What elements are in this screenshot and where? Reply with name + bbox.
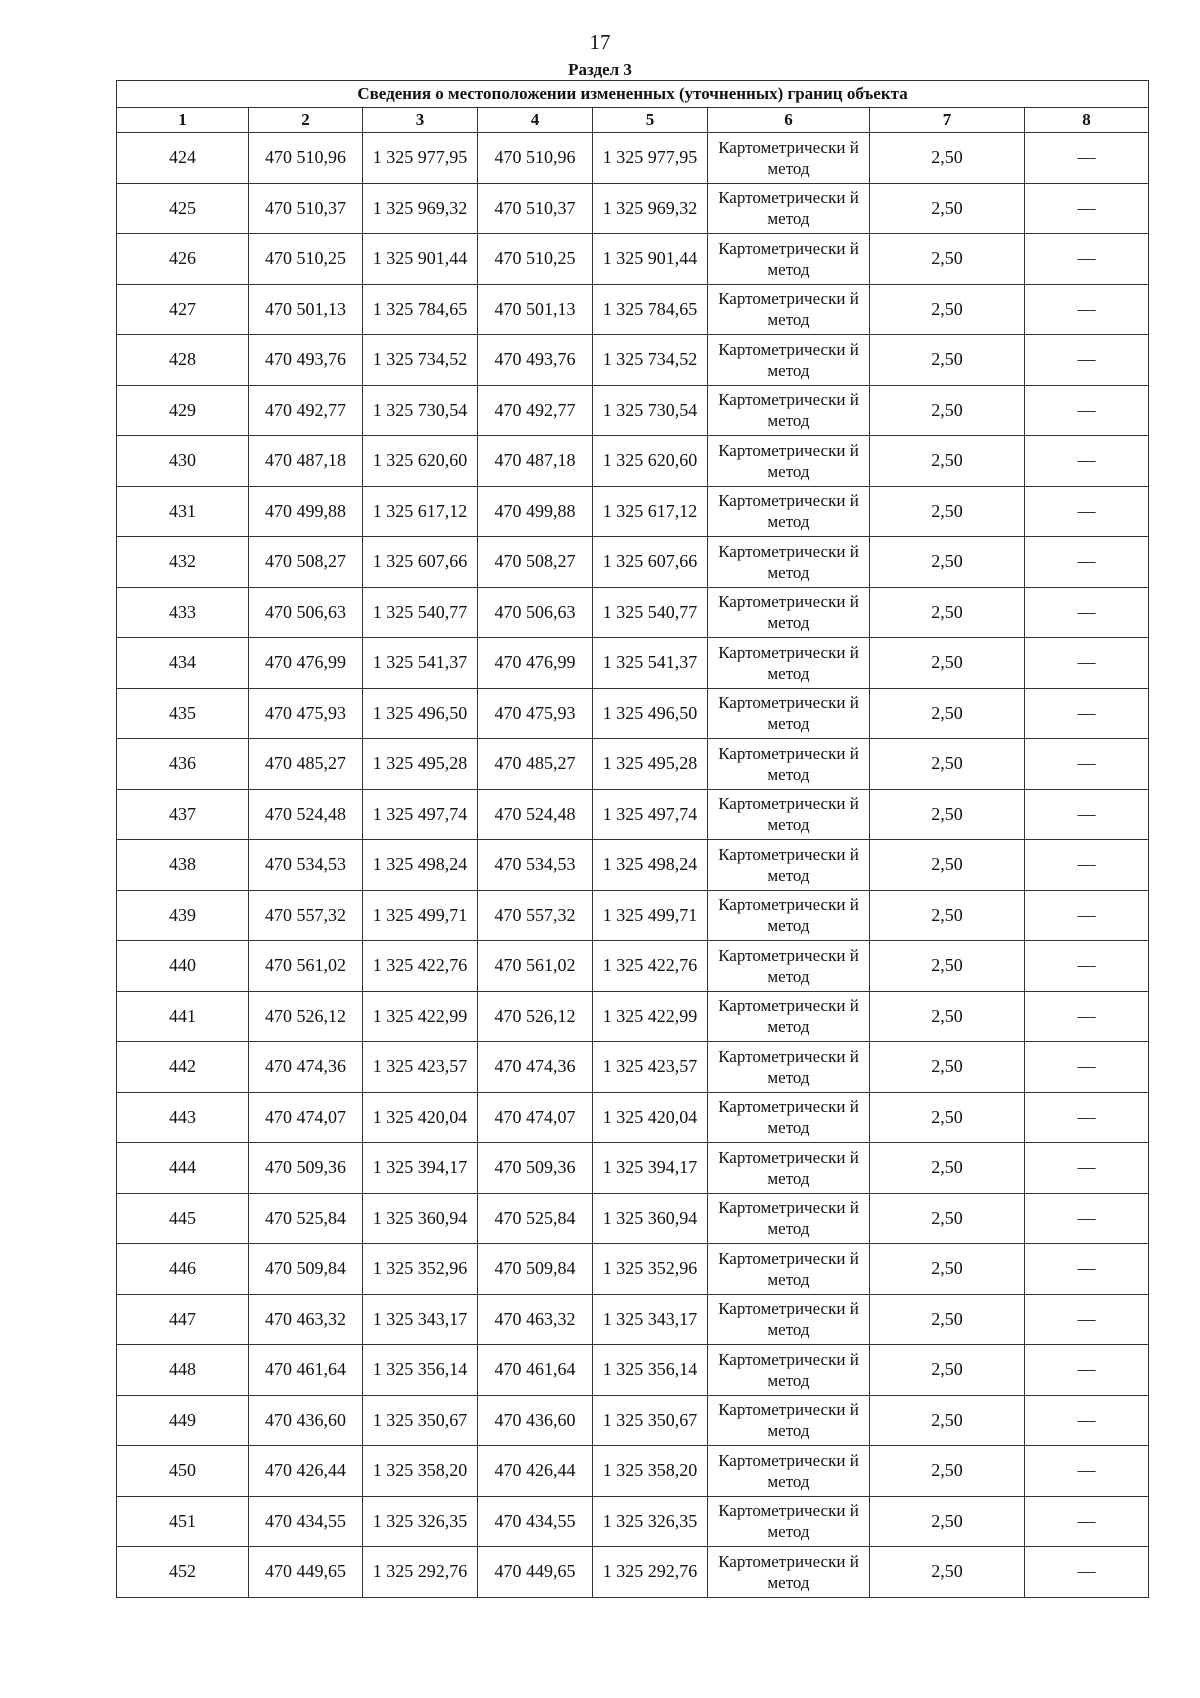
cell-y-new: 1 325 422,76 [593, 941, 708, 992]
cell-x-old: 470 436,60 [249, 1395, 363, 1446]
cell-x-new: 470 526,12 [478, 991, 593, 1042]
cell-description: — [1025, 1294, 1149, 1345]
column-number-8: 8 [1025, 108, 1149, 133]
cell-y-new: 1 325 394,17 [593, 1143, 708, 1194]
table-row [117, 688, 1149, 739]
cell-accuracy: 2,50 [870, 1143, 1025, 1194]
cell-method: Картометрически й метод [708, 1143, 870, 1194]
cell-x-old: 470 509,84 [249, 1244, 363, 1295]
cell-point-number: 442 [117, 1042, 249, 1093]
cell-point-number: 431 [117, 486, 249, 537]
table-row [117, 385, 1149, 436]
table-row [117, 739, 1149, 790]
cell-point-number: 441 [117, 991, 249, 1042]
cell-method: Картометрически й метод [708, 183, 870, 234]
table-row [117, 638, 1149, 689]
cell-y-old: 1 325 394,17 [363, 1143, 478, 1194]
cell-method: Картометрически й метод [708, 1446, 870, 1497]
cell-y-new: 1 325 541,37 [593, 638, 708, 689]
cell-description: — [1025, 284, 1149, 335]
cell-x-old: 470 510,25 [249, 234, 363, 285]
cell-x-old: 470 492,77 [249, 385, 363, 436]
cell-point-number: 430 [117, 436, 249, 487]
cell-y-new: 1 325 350,67 [593, 1395, 708, 1446]
cell-y-old: 1 325 496,50 [363, 688, 478, 739]
table-row [117, 234, 1149, 285]
cell-accuracy: 2,50 [870, 1092, 1025, 1143]
cell-y-new: 1 325 326,35 [593, 1496, 708, 1547]
cell-y-old: 1 325 977,95 [363, 133, 478, 184]
cell-x-new: 470 561,02 [478, 941, 593, 992]
cell-method: Картометрически й метод [708, 436, 870, 487]
cell-method: Картометрически й метод [708, 1092, 870, 1143]
cell-accuracy: 2,50 [870, 1345, 1025, 1396]
cell-description: — [1025, 1042, 1149, 1093]
cell-x-old: 470 434,55 [249, 1496, 363, 1547]
cell-accuracy: 2,50 [870, 1294, 1025, 1345]
cell-y-new: 1 325 497,74 [593, 789, 708, 840]
cell-y-new: 1 325 734,52 [593, 335, 708, 386]
cell-point-number: 445 [117, 1193, 249, 1244]
column-number-2: 2 [249, 108, 363, 133]
cell-accuracy: 2,50 [870, 1446, 1025, 1497]
cell-method: Картометрически й метод [708, 1193, 870, 1244]
cell-description: — [1025, 1092, 1149, 1143]
cell-accuracy: 2,50 [870, 385, 1025, 436]
cell-x-new: 470 434,55 [478, 1496, 593, 1547]
column-number-4: 4 [478, 108, 593, 133]
cell-point-number: 437 [117, 789, 249, 840]
cell-x-new: 470 493,76 [478, 335, 593, 386]
cell-point-number: 449 [117, 1395, 249, 1446]
cell-x-new: 470 476,99 [478, 638, 593, 689]
cell-accuracy: 2,50 [870, 486, 1025, 537]
cell-accuracy: 2,50 [870, 1244, 1025, 1295]
cell-y-old: 1 325 326,35 [363, 1496, 478, 1547]
cell-x-new: 470 534,53 [478, 840, 593, 891]
table-row [117, 335, 1149, 386]
cell-y-new: 1 325 499,71 [593, 890, 708, 941]
table-row [117, 587, 1149, 638]
cell-x-old: 470 508,27 [249, 537, 363, 588]
cell-x-old: 470 499,88 [249, 486, 363, 537]
cell-accuracy: 2,50 [870, 688, 1025, 739]
table-row [117, 486, 1149, 537]
cell-description: — [1025, 537, 1149, 588]
cell-x-old: 470 534,53 [249, 840, 363, 891]
table-row [117, 1496, 1149, 1547]
cell-x-old: 470 525,84 [249, 1193, 363, 1244]
cell-description: — [1025, 941, 1149, 992]
cell-description: — [1025, 1496, 1149, 1547]
cell-accuracy: 2,50 [870, 284, 1025, 335]
column-number-6: 6 [708, 108, 870, 133]
cell-x-old: 470 475,93 [249, 688, 363, 739]
cell-method: Картометрически й метод [708, 1294, 870, 1345]
table-body [117, 133, 1149, 1598]
cell-point-number: 426 [117, 234, 249, 285]
cell-method: Картометрически й метод [708, 133, 870, 184]
cell-accuracy: 2,50 [870, 133, 1025, 184]
cell-y-new: 1 325 352,96 [593, 1244, 708, 1295]
cell-description: — [1025, 840, 1149, 891]
section-title: Раздел 3 [568, 60, 632, 79]
cell-x-new: 470 475,93 [478, 688, 593, 739]
table-row [117, 436, 1149, 487]
table-caption: Сведения о местоположении измененных (уточненных) границ объекта [117, 81, 1149, 108]
cell-y-old: 1 325 292,76 [363, 1547, 478, 1598]
boundary-table [116, 80, 1149, 1598]
cell-accuracy: 2,50 [870, 587, 1025, 638]
cell-y-old: 1 325 358,20 [363, 1446, 478, 1497]
cell-x-new: 470 510,25 [478, 234, 593, 285]
cell-method: Картометрически й метод [708, 1496, 870, 1547]
cell-description: — [1025, 335, 1149, 386]
cell-y-new: 1 325 356,14 [593, 1345, 708, 1396]
cell-point-number: 450 [117, 1446, 249, 1497]
cell-method: Картометрически й метод [708, 335, 870, 386]
table-row [117, 789, 1149, 840]
cell-point-number: 425 [117, 183, 249, 234]
cell-x-new: 470 509,36 [478, 1143, 593, 1194]
cell-method: Картометрически й метод [708, 890, 870, 941]
cell-x-new: 470 485,27 [478, 739, 593, 790]
cell-y-old: 1 325 901,44 [363, 234, 478, 285]
cell-point-number: 447 [117, 1294, 249, 1345]
cell-description: — [1025, 638, 1149, 689]
cell-x-new: 470 510,37 [478, 183, 593, 234]
cell-description: — [1025, 1547, 1149, 1598]
cell-y-new: 1 325 420,04 [593, 1092, 708, 1143]
cell-description: — [1025, 688, 1149, 739]
cell-x-old: 470 510,37 [249, 183, 363, 234]
cell-y-new: 1 325 343,17 [593, 1294, 708, 1345]
cell-method: Картометрически й метод [708, 1345, 870, 1396]
cell-y-new: 1 325 607,66 [593, 537, 708, 588]
cell-description: — [1025, 739, 1149, 790]
cell-description: — [1025, 890, 1149, 941]
cell-y-old: 1 325 497,74 [363, 789, 478, 840]
cell-accuracy: 2,50 [870, 183, 1025, 234]
cell-x-old: 470 474,36 [249, 1042, 363, 1093]
cell-description: — [1025, 133, 1149, 184]
cell-point-number: 424 [117, 133, 249, 184]
cell-y-old: 1 325 969,32 [363, 183, 478, 234]
cell-y-old: 1 325 730,54 [363, 385, 478, 436]
table-row [117, 1446, 1149, 1497]
table-row [117, 1092, 1149, 1143]
cell-description: — [1025, 789, 1149, 840]
cell-point-number: 444 [117, 1143, 249, 1194]
cell-point-number: 448 [117, 1345, 249, 1396]
cell-description: — [1025, 1244, 1149, 1295]
cell-y-old: 1 325 423,57 [363, 1042, 478, 1093]
cell-description: — [1025, 1446, 1149, 1497]
cell-point-number: 443 [117, 1092, 249, 1143]
cell-x-new: 470 474,36 [478, 1042, 593, 1093]
cell-x-old: 470 487,18 [249, 436, 363, 487]
cell-method: Картометрически й метод [708, 840, 870, 891]
cell-y-old: 1 325 495,28 [363, 739, 478, 790]
cell-description: — [1025, 991, 1149, 1042]
cell-point-number: 452 [117, 1547, 249, 1598]
cell-point-number: 429 [117, 385, 249, 436]
table-row [117, 1395, 1149, 1446]
cell-x-old: 470 426,44 [249, 1446, 363, 1497]
cell-description: — [1025, 1345, 1149, 1396]
cell-y-new: 1 325 360,94 [593, 1193, 708, 1244]
cell-y-new: 1 325 495,28 [593, 739, 708, 790]
cell-y-old: 1 325 422,76 [363, 941, 478, 992]
cell-y-new: 1 325 498,24 [593, 840, 708, 891]
table-row [117, 991, 1149, 1042]
cell-y-old: 1 325 420,04 [363, 1092, 478, 1143]
cell-method: Картометрически й метод [708, 234, 870, 285]
cell-method: Картометрически й метод [708, 486, 870, 537]
table-row [117, 1143, 1149, 1194]
cell-description: — [1025, 1143, 1149, 1194]
cell-method: Картометрически й метод [708, 385, 870, 436]
cell-y-old: 1 325 620,60 [363, 436, 478, 487]
cell-point-number: 451 [117, 1496, 249, 1547]
cell-y-new: 1 325 784,65 [593, 284, 708, 335]
cell-accuracy: 2,50 [870, 991, 1025, 1042]
cell-x-old: 470 510,96 [249, 133, 363, 184]
cell-x-old: 470 506,63 [249, 587, 363, 638]
cell-accuracy: 2,50 [870, 537, 1025, 588]
cell-y-new: 1 325 496,50 [593, 688, 708, 739]
cell-method: Картометрически й метод [708, 739, 870, 790]
cell-accuracy: 2,50 [870, 890, 1025, 941]
cell-x-old: 470 461,64 [249, 1345, 363, 1396]
cell-y-new: 1 325 969,32 [593, 183, 708, 234]
cell-accuracy: 2,50 [870, 1547, 1025, 1598]
cell-x-new: 470 426,44 [478, 1446, 593, 1497]
cell-point-number: 446 [117, 1244, 249, 1295]
table-row [117, 1042, 1149, 1093]
cell-x-new: 470 501,13 [478, 284, 593, 335]
cell-y-new: 1 325 422,99 [593, 991, 708, 1042]
cell-x-old: 470 463,32 [249, 1294, 363, 1345]
cell-accuracy: 2,50 [870, 1193, 1025, 1244]
cell-point-number: 427 [117, 284, 249, 335]
table-row [117, 1193, 1149, 1244]
table-row [117, 890, 1149, 941]
cell-point-number: 434 [117, 638, 249, 689]
cell-accuracy: 2,50 [870, 739, 1025, 790]
cell-y-new: 1 325 540,77 [593, 587, 708, 638]
cell-y-old: 1 325 350,67 [363, 1395, 478, 1446]
cell-x-old: 470 561,02 [249, 941, 363, 992]
cell-y-new: 1 325 292,76 [593, 1547, 708, 1598]
cell-point-number: 433 [117, 587, 249, 638]
cell-x-new: 470 557,32 [478, 890, 593, 941]
table-row [117, 133, 1149, 184]
cell-description: — [1025, 183, 1149, 234]
cell-point-number: 439 [117, 890, 249, 941]
table-row [117, 840, 1149, 891]
table-row [117, 1345, 1149, 1396]
cell-y-new: 1 325 901,44 [593, 234, 708, 285]
cell-point-number: 435 [117, 688, 249, 739]
cell-accuracy: 2,50 [870, 335, 1025, 386]
cell-x-old: 470 493,76 [249, 335, 363, 386]
cell-description: — [1025, 436, 1149, 487]
cell-x-new: 470 449,65 [478, 1547, 593, 1598]
cell-method: Картометрически й метод [708, 688, 870, 739]
cell-description: — [1025, 1395, 1149, 1446]
cell-x-new: 470 436,60 [478, 1395, 593, 1446]
cell-accuracy: 2,50 [870, 941, 1025, 992]
cell-method: Картометрически й метод [708, 789, 870, 840]
cell-point-number: 428 [117, 335, 249, 386]
cell-y-old: 1 325 617,12 [363, 486, 478, 537]
cell-y-old: 1 325 540,77 [363, 587, 478, 638]
table-row [117, 284, 1149, 335]
cell-description: — [1025, 385, 1149, 436]
cell-method: Картометрически й метод [708, 1042, 870, 1093]
cell-method: Картометрически й метод [708, 1244, 870, 1295]
cell-y-old: 1 325 498,24 [363, 840, 478, 891]
cell-y-old: 1 325 499,71 [363, 890, 478, 941]
cell-description: — [1025, 486, 1149, 537]
cell-accuracy: 2,50 [870, 1395, 1025, 1446]
cell-x-new: 470 492,77 [478, 385, 593, 436]
cell-x-old: 470 509,36 [249, 1143, 363, 1194]
cell-x-new: 470 510,96 [478, 133, 593, 184]
cell-x-old: 470 485,27 [249, 739, 363, 790]
table-row [117, 183, 1149, 234]
column-number-row [117, 108, 1149, 133]
table-row [117, 1294, 1149, 1345]
cell-method: Картометрически й метод [708, 587, 870, 638]
cell-y-new: 1 325 977,95 [593, 133, 708, 184]
cell-accuracy: 2,50 [870, 436, 1025, 487]
column-number-1: 1 [117, 108, 249, 133]
cell-accuracy: 2,50 [870, 789, 1025, 840]
column-number-7: 7 [870, 108, 1025, 133]
cell-x-new: 470 474,07 [478, 1092, 593, 1143]
cell-y-old: 1 325 541,37 [363, 638, 478, 689]
cell-y-old: 1 325 422,99 [363, 991, 478, 1042]
cell-y-new: 1 325 620,60 [593, 436, 708, 487]
cell-x-old: 470 557,32 [249, 890, 363, 941]
cell-x-old: 470 526,12 [249, 991, 363, 1042]
cell-x-new: 470 508,27 [478, 537, 593, 588]
cell-accuracy: 2,50 [870, 1042, 1025, 1093]
cell-y-old: 1 325 343,17 [363, 1294, 478, 1345]
cell-x-new: 470 487,18 [478, 436, 593, 487]
cell-description: — [1025, 587, 1149, 638]
cell-y-old: 1 325 352,96 [363, 1244, 478, 1295]
cell-x-old: 470 501,13 [249, 284, 363, 335]
cell-accuracy: 2,50 [870, 840, 1025, 891]
cell-method: Картометрически й метод [708, 941, 870, 992]
cell-point-number: 438 [117, 840, 249, 891]
cell-x-old: 470 476,99 [249, 638, 363, 689]
cell-x-new: 470 506,63 [478, 587, 593, 638]
cell-point-number: 440 [117, 941, 249, 992]
cell-accuracy: 2,50 [870, 1496, 1025, 1547]
cell-y-new: 1 325 358,20 [593, 1446, 708, 1497]
cell-x-old: 470 524,48 [249, 789, 363, 840]
cell-method: Картометрически й метод [708, 638, 870, 689]
cell-x-new: 470 463,32 [478, 1294, 593, 1345]
table-row [117, 537, 1149, 588]
cell-y-new: 1 325 617,12 [593, 486, 708, 537]
cell-x-old: 470 474,07 [249, 1092, 363, 1143]
cell-accuracy: 2,50 [870, 234, 1025, 285]
cell-point-number: 436 [117, 739, 249, 790]
cell-method: Картометрически й метод [708, 1547, 870, 1598]
cell-x-new: 470 509,84 [478, 1244, 593, 1295]
table-row [117, 1244, 1149, 1295]
cell-x-new: 470 525,84 [478, 1193, 593, 1244]
cell-y-old: 1 325 784,65 [363, 284, 478, 335]
table-row [117, 1547, 1149, 1598]
cell-y-old: 1 325 360,94 [363, 1193, 478, 1244]
cell-description: — [1025, 234, 1149, 285]
cell-x-new: 470 461,64 [478, 1345, 593, 1396]
cell-y-old: 1 325 607,66 [363, 537, 478, 588]
cell-y-old: 1 325 356,14 [363, 1345, 478, 1396]
cell-accuracy: 2,50 [870, 638, 1025, 689]
cell-x-new: 470 499,88 [478, 486, 593, 537]
page-number: 17 [589, 30, 611, 54]
cell-method: Картометрически й метод [708, 284, 870, 335]
cell-method: Картометрически й метод [708, 537, 870, 588]
table-row [117, 941, 1149, 992]
column-number-3: 3 [363, 108, 478, 133]
cell-x-new: 470 524,48 [478, 789, 593, 840]
cell-method: Картометрически й метод [708, 1395, 870, 1446]
cell-method: Картометрически й метод [708, 991, 870, 1042]
column-number-5: 5 [593, 108, 708, 133]
cell-y-new: 1 325 730,54 [593, 385, 708, 436]
cell-y-old: 1 325 734,52 [363, 335, 478, 386]
cell-x-old: 470 449,65 [249, 1547, 363, 1598]
cell-point-number: 432 [117, 537, 249, 588]
cell-y-new: 1 325 423,57 [593, 1042, 708, 1093]
cell-description: — [1025, 1193, 1149, 1244]
